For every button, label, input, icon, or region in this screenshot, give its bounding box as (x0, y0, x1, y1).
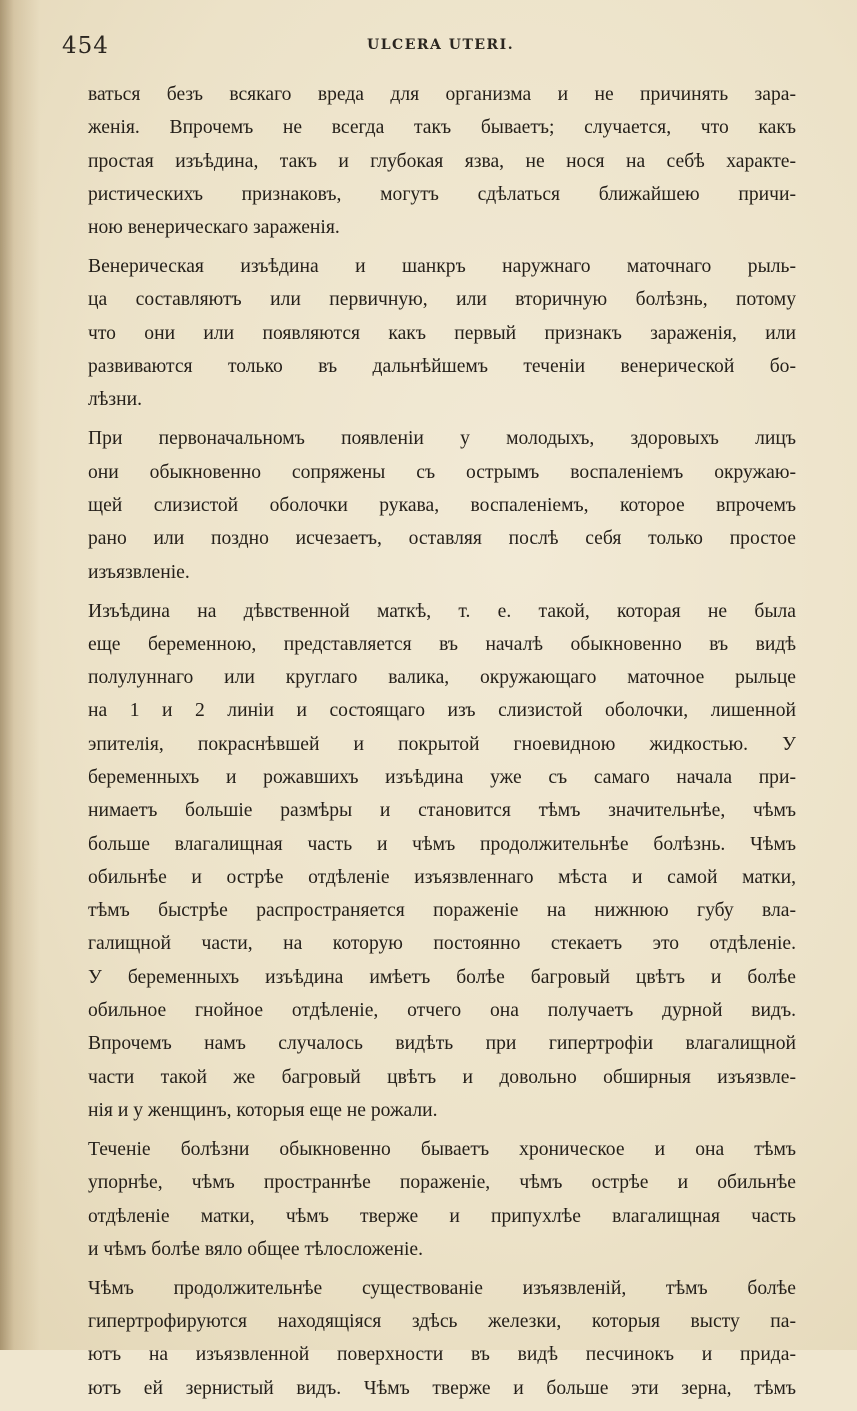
paragraph-2 (88, 250, 796, 416)
paragraph-3 (88, 422, 796, 588)
text-line: Венерическая изъѣдина и шанкръ наружнаго маточнаго рыль- (88, 256, 796, 278)
text-line: Впрочемъ намъ случалось видѣть при гипертрофіи влагалищной (88, 1033, 796, 1055)
text-line: рано или поздно исчезаетъ, оставляя послѣ себя только простое (88, 528, 796, 550)
text-line: они обыкновенно сопряжены съ острымъ воспаленіемъ окружаю- (88, 461, 796, 483)
text-line: ца составляютъ или первичную, или вторичную болѣзнь, потому (88, 289, 796, 311)
text-line: ристическихъ признаковъ, могутъ сдѣлаться ближайшею причи- (88, 183, 796, 205)
text-line: женія. Впрочемъ не всегда такъ бываетъ; случается, что какъ (88, 117, 796, 139)
text-line: лѣзни. (88, 389, 143, 411)
text-line: Чѣмъ продолжительнѣе существованіе изъязвленій, тѣмъ болѣе (88, 1277, 796, 1299)
text-line: что они или появляются какъ первый признакъ зараженія, или (88, 322, 796, 344)
text-line: гипертрофируются находящіяся здѣсь железки, которыя высту па- (88, 1311, 796, 1333)
text-line: упорнѣе, чѣмъ пространнѣе пораженіе, чѣмъ острѣе и обильнѣе (88, 1172, 796, 1194)
text-line: и чѣмъ болѣе вяло общее тѣлосложеніе. (88, 1238, 423, 1260)
text-line: беременныхъ и рожавшихъ изъѣдина уже съ самаго начала при- (88, 767, 796, 788)
text-line: галищной части, на которую постоянно стекаетъ это отдѣленіе. (88, 933, 796, 955)
text-line: еще беременною, представляется въ началѣ обыкновенно въ видѣ (88, 633, 796, 655)
running-head: ULCERA UTERI. (367, 37, 515, 53)
text-line: Изъѣдина на дѣвственной маткѣ, т. е. такой, которая не была (88, 600, 796, 622)
body-text (88, 78, 796, 1411)
text-line: щей слизистой оболочки рукава, воспаленіемъ, которое впрочемъ (88, 494, 796, 516)
text-line: больше влагалищная часть и чѣмъ продолжительнѣе болѣзнь. Чѣмъ (88, 833, 796, 855)
text-line: развиваются только въ дальнѣйшемъ теченіи венерической бо- (88, 356, 796, 378)
paragraph-6 (88, 1272, 796, 1405)
text-line: Теченіе болѣзни обыкновенно бываетъ хроническое и она тѣмъ (88, 1138, 796, 1160)
text-line: тѣмъ быстрѣе распространяется пораженіе на нижнюю губу вла- (88, 900, 796, 922)
text-line: на 1 и 2 линіи и состоящаго изъ слизистой оболочки, лишенной (88, 700, 796, 722)
paragraph-1 (88, 78, 796, 244)
text-line: ютъ ей зернистый видъ. Чѣмъ тверже и больше эти зерна, тѣмъ (88, 1377, 796, 1399)
text-line: ютъ на изъязвленной поверхности въ видѣ песчинокъ и прида- (88, 1344, 796, 1366)
text-line: эпителія, покраснѣвшей и покрытой гноевидною жидкостью. У (88, 733, 796, 755)
text-line: обильное гнойное отдѣленіе, отчего она получаетъ дурной видъ. (88, 1000, 796, 1022)
text-line: части такой же багровый цвѣтъ и довольно обширныя изъязвле- (88, 1066, 796, 1088)
text-line: нія и у женщинъ, которыя еще не рожали. (88, 1099, 438, 1121)
text-line: изъязвленіе. (88, 561, 190, 583)
text-line: нимаетъ большіе размѣры и становится тѣмъ значительнѣе, чѣмъ (88, 800, 796, 822)
text-line: При первоначальномъ появленіи у молодыхъ, здоровыхъ лицъ (88, 428, 796, 450)
text-line: обильнѣе и острѣе отдѣленіе изъязвленнаго мѣста и самой матки, (88, 866, 796, 888)
text-line: полулуннаго или круглаго валика, окружающаго маточное рыльце (88, 667, 796, 689)
page-number: 454 (62, 33, 109, 59)
paragraph-5 (88, 1133, 796, 1266)
text-line: простая изъѣдина, такъ и глубокая язва, не нося на себѣ характе- (88, 150, 796, 172)
text-line: отдѣленіе матки, чѣмъ тверже и припухлѣе влагалищная часть (88, 1205, 796, 1227)
page-header (62, 33, 802, 63)
text-line: ваться безъ всякаго вреда для организма и не причинять зара- (88, 84, 796, 105)
paragraph-4 (88, 595, 796, 1128)
text-line: У беременныхъ изъѣдина имѣетъ болѣе багровый цвѣтъ и болѣе (88, 966, 796, 988)
text-line: ною венерическаго зараженія. (88, 217, 340, 239)
